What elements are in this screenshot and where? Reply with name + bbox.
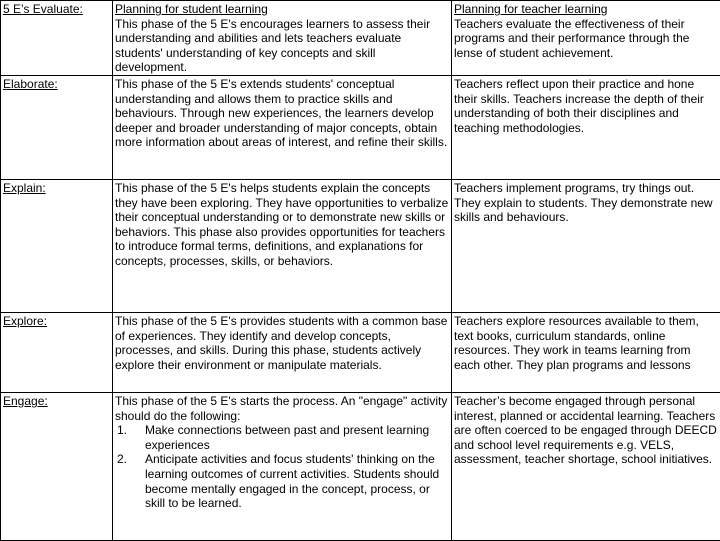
table-row — [1, 76, 720, 180]
list-text: Anticipate activities and focus students' thinking on the learning outcomes of current activities. Students should become mentally engaged in the concept, process, or skill to be learned. — [145, 452, 450, 510]
student-learning-cell — [113, 1, 452, 76]
table-row — [1, 313, 720, 393]
row-label-explain: Explain: — [1, 180, 113, 313]
engage-list — [115, 423, 450, 511]
teacher-learning-cell — [452, 1, 720, 76]
cell-text: This phase of the 5 E's helps students explain the concepts they have been exploring. They have opportunities to verbalize their conceptual understanding or to demonstrate new skills or behaviors. This phase also provides opportunities for teachers to introduce formal terms, definitions, and explanations for concepts, processes, skills, or behaviors. — [113, 180, 452, 313]
row-label-evaluate: 5 E’s Evaluate: — [1, 1, 113, 76]
cell-text: Teachers reflect upon their practice and hone their skills. Teachers increase the depth of their understanding of both their disciplines and teaching methodologies. — [452, 76, 720, 180]
teacher-learning-heading: Planning for teacher learning — [454, 2, 719, 17]
row-label-engage: Engage: — [1, 393, 113, 541]
list-item — [115, 452, 450, 510]
student-learning-heading: Planning for student learning — [115, 2, 450, 17]
cell-text: Teachers explore resources available to them, text books, curriculum standards, online resources. They work in teams learning from each other. They plan programs and lessons — [452, 313, 720, 393]
list-number: 1. — [115, 423, 145, 452]
cell-text: This phase of the 5 E's encourages learners to assess their understanding and abilities and lets teachers evaluate students' understanding of key concepts and skill development. — [115, 17, 450, 75]
list-text: Make connections between past and present learning experiences — [145, 423, 450, 452]
cell-text: This phase of the 5 E's provides students with a common base of experiences. They identify and develop concepts, processes, and skills. During this phase, students actively explore their environment or manipulate materials. — [113, 313, 452, 393]
list-number: 2. — [115, 452, 145, 510]
cell-text: Teachers evaluate the effectiveness of their programs and their performance through the lense of student achievement. — [454, 17, 719, 61]
table-row — [1, 1, 720, 76]
list-item — [115, 423, 450, 452]
row-label-explore: Explore: — [1, 313, 113, 393]
table-row — [1, 393, 720, 541]
row-label-elaborate: Elaborate: — [1, 76, 113, 180]
table-row — [1, 180, 720, 313]
cell-text: Teacher’s become engaged through personal interest, planned or accidental learning. Teachers are often coerced to be engaged through DEECD and school level requirements e.g. VELS, assessment, teacher shortage, school initiatives. — [452, 393, 720, 541]
cell-text: Teachers implement programs, try things out. They explain to students. They demonstrate new skills and behaviours. — [452, 180, 720, 313]
engage-student-cell — [113, 393, 452, 541]
cell-text: This phase of the 5 E's starts the process. An "engage" activity should do the following: — [115, 394, 450, 423]
cell-text: This phase of the 5 E's extends students' conceptual understanding and allows them to practice skills and behaviours. Through new experiences, the learners develop deeper and broader understanding of major concepts, obtain more information about areas of interest, and refine their skills. — [113, 76, 452, 180]
